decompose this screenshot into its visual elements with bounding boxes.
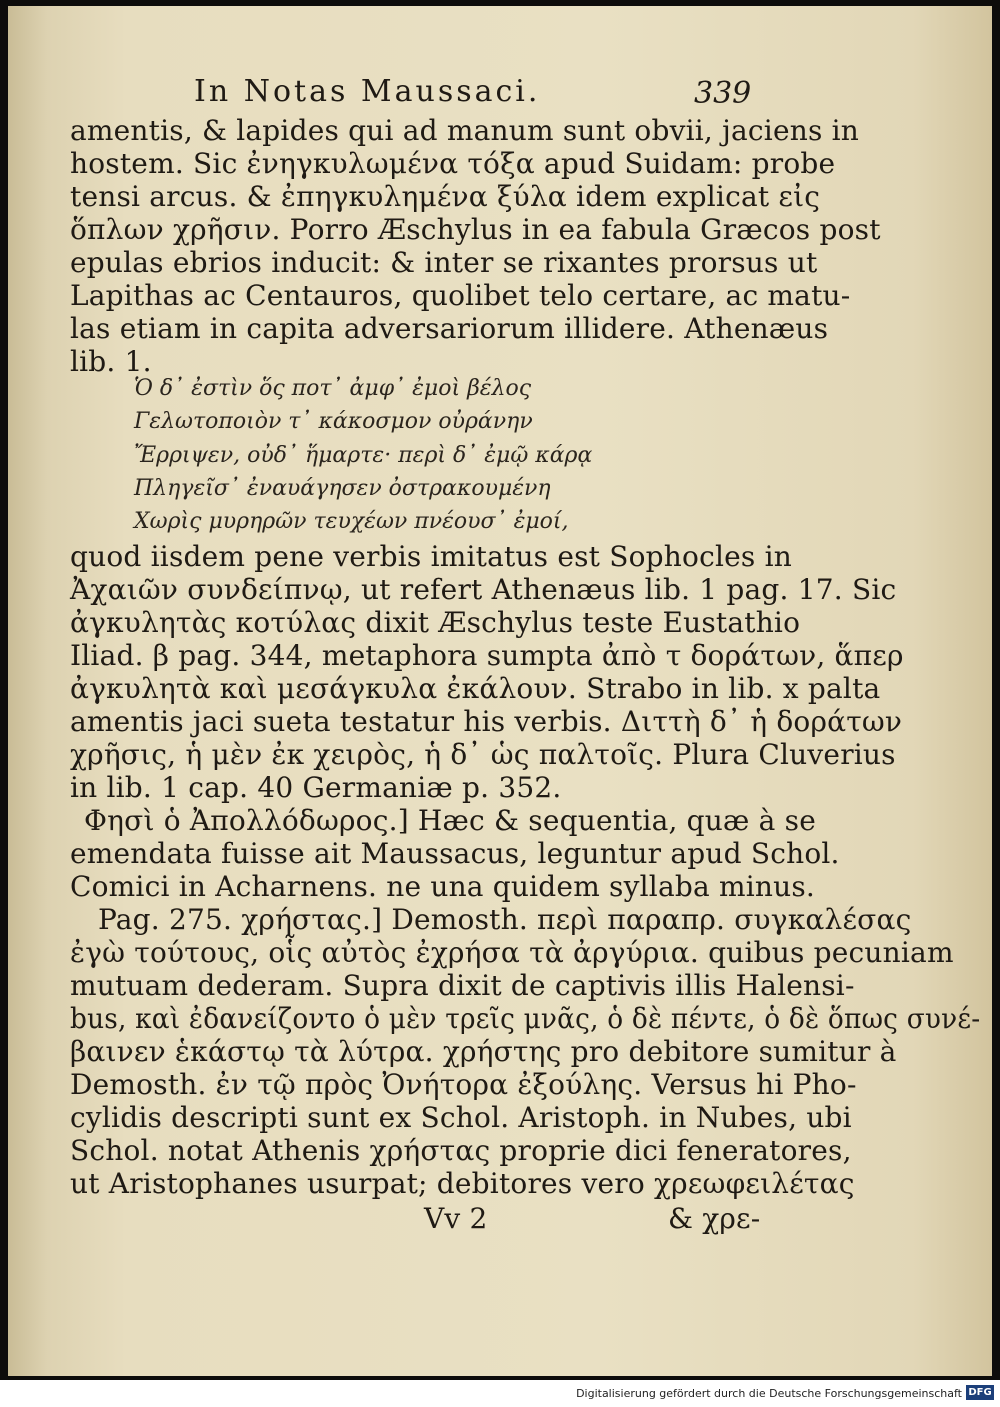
page-number: 339	[694, 76, 752, 111]
text-line: amentis, & lapides qui ad manum sunt obvii, jaciens in	[70, 114, 860, 147]
verse-line: Ἔρριψεν, οὐδ᾿ ἥμαρτε· περὶ δ᾿ ἐμῷ κάρᾳ	[134, 443, 593, 468]
verse-line: Γελωτοποιὸν τ᾿ κάκοσμον οὐράνην	[134, 409, 533, 434]
text-line: Iliad. β pag. 344, metaphora sumpta ἀπὸ τ δοράτων, ἅπερ	[70, 639, 904, 672]
text-line: Φησὶ ὁ Ἀπολλόδωρος.] Hæc & sequentia, quæ à se	[84, 804, 816, 837]
text-line: Comici in Acharnens. ne una quidem syllaba minus.	[70, 870, 816, 903]
verse-line: Χωρὶς μυρηρῶν τευχέων πνέουσ᾿ ἐμοί,	[134, 509, 569, 534]
text-line: ἐγὼ τούτους, οἷς αὐτὸς ἐχρήσα τὰ ἀργύρια. quibus pecuniam	[70, 936, 954, 969]
text-line: in lib. 1 cap. 40 Germaniæ p. 352.	[70, 771, 562, 804]
text-line: Schol. notat Athenis χρήστας proprie dici feneratores,	[70, 1134, 852, 1167]
text-line: mutuam dederam. Supra dixit de captivis illis Halensi-	[70, 969, 855, 1002]
verse-line: Πληγεῖσ᾿ ἐναυάγησεν ὀστρακουμένη	[134, 476, 551, 501]
text-line: amentis jaci sueta testatur his verbis. Διττὴ δ᾿ ἡ δοράτων	[70, 705, 903, 738]
text-line: Demosth. ἐν τῷ πρὸς Ὀνήτορα ἐξούλης. Versus hi Pho-	[70, 1068, 857, 1101]
text-line: βαινεν ἑκάστῳ τὰ λύτρα. χρήστης pro debitore sumitur à	[70, 1035, 897, 1068]
text-line: Ἀχαιῶν συνδείπνῳ, ut refert Athenæus lib. 1 pag. 17. Sic	[70, 573, 897, 606]
text-line: ἀγκυλητὰς κοτύλας dixit Æschylus teste Eustathio	[70, 606, 801, 639]
text-line: ἀγκυλητὰ καὶ μεσάγκυλα ἐκάλουν. Strabo in lib. x palta	[70, 672, 881, 705]
verse-line: Ὁ δ᾿ ἐστὶν ὅς ποτ᾿ ἀμφ᾿ ἐμοὶ βέλος	[134, 376, 532, 401]
text-line: las etiam in capita adversariorum illidere. Athenæus	[70, 312, 829, 345]
text-line: ὅπλων χρῆσιν. Porro Æschylus in ea fabula Græcos post	[70, 213, 881, 246]
text-line: tensi arcus. & ἐπηγκυλημένα ξύλα idem explicat εἰς	[70, 180, 821, 213]
signature-mark: Vv 2	[424, 1202, 488, 1235]
dfg-footer	[0, 1380, 1000, 1407]
book-page	[8, 6, 992, 1376]
text-line: emendata fuisse ait Maussacus, leguntur apud Schol.	[70, 837, 840, 870]
dfg-notice: Digitalisierung gefördert durch die Deutsche Forschungsgemeinschaft	[576, 1387, 962, 1400]
text-line: bus, καὶ ἐδανείζοντο ὁ μὲν τρεῖς μνᾶς, ὁ δὲ πέντε, ὁ δὲ ὅπως συνέ-	[70, 1002, 981, 1035]
text-line: Lapithas ac Centauros, quolibet telo certare, ac matu-	[70, 279, 851, 312]
text-line: hostem. Sic ἐνηγκυλωμένα τόξα apud Suidam: probe	[70, 147, 836, 180]
text-line: lib. 1.	[70, 345, 152, 378]
running-title: In Notas Maussaci.	[194, 74, 541, 109]
text-line: cylidis descripti sunt ex Schol. Aristoph. in Nubes, ubi	[70, 1101, 852, 1134]
text-line: quod iisdem pene verbis imitatus est Sophocles in	[70, 540, 792, 573]
text-line: ut Aristophanes usurpat; debitores vero χρεωφειλέτας	[70, 1167, 855, 1200]
dfg-logo-icon: DFG	[966, 1385, 994, 1400]
text-line: epulas ebrios inducit: & inter se rixantes prorsus ut	[70, 246, 818, 279]
text-line: Pag. 275. χρήστας.] Demosth. περὶ παραπρ. συγκαλέσας	[98, 903, 912, 936]
text-line: χρῆσις, ἡ μὲν ἐκ χειρὸς, ἡ δ᾿ ὡς παλτοῖς. Plura Cluverius	[70, 738, 896, 771]
catchword: & χρε-	[668, 1202, 761, 1235]
